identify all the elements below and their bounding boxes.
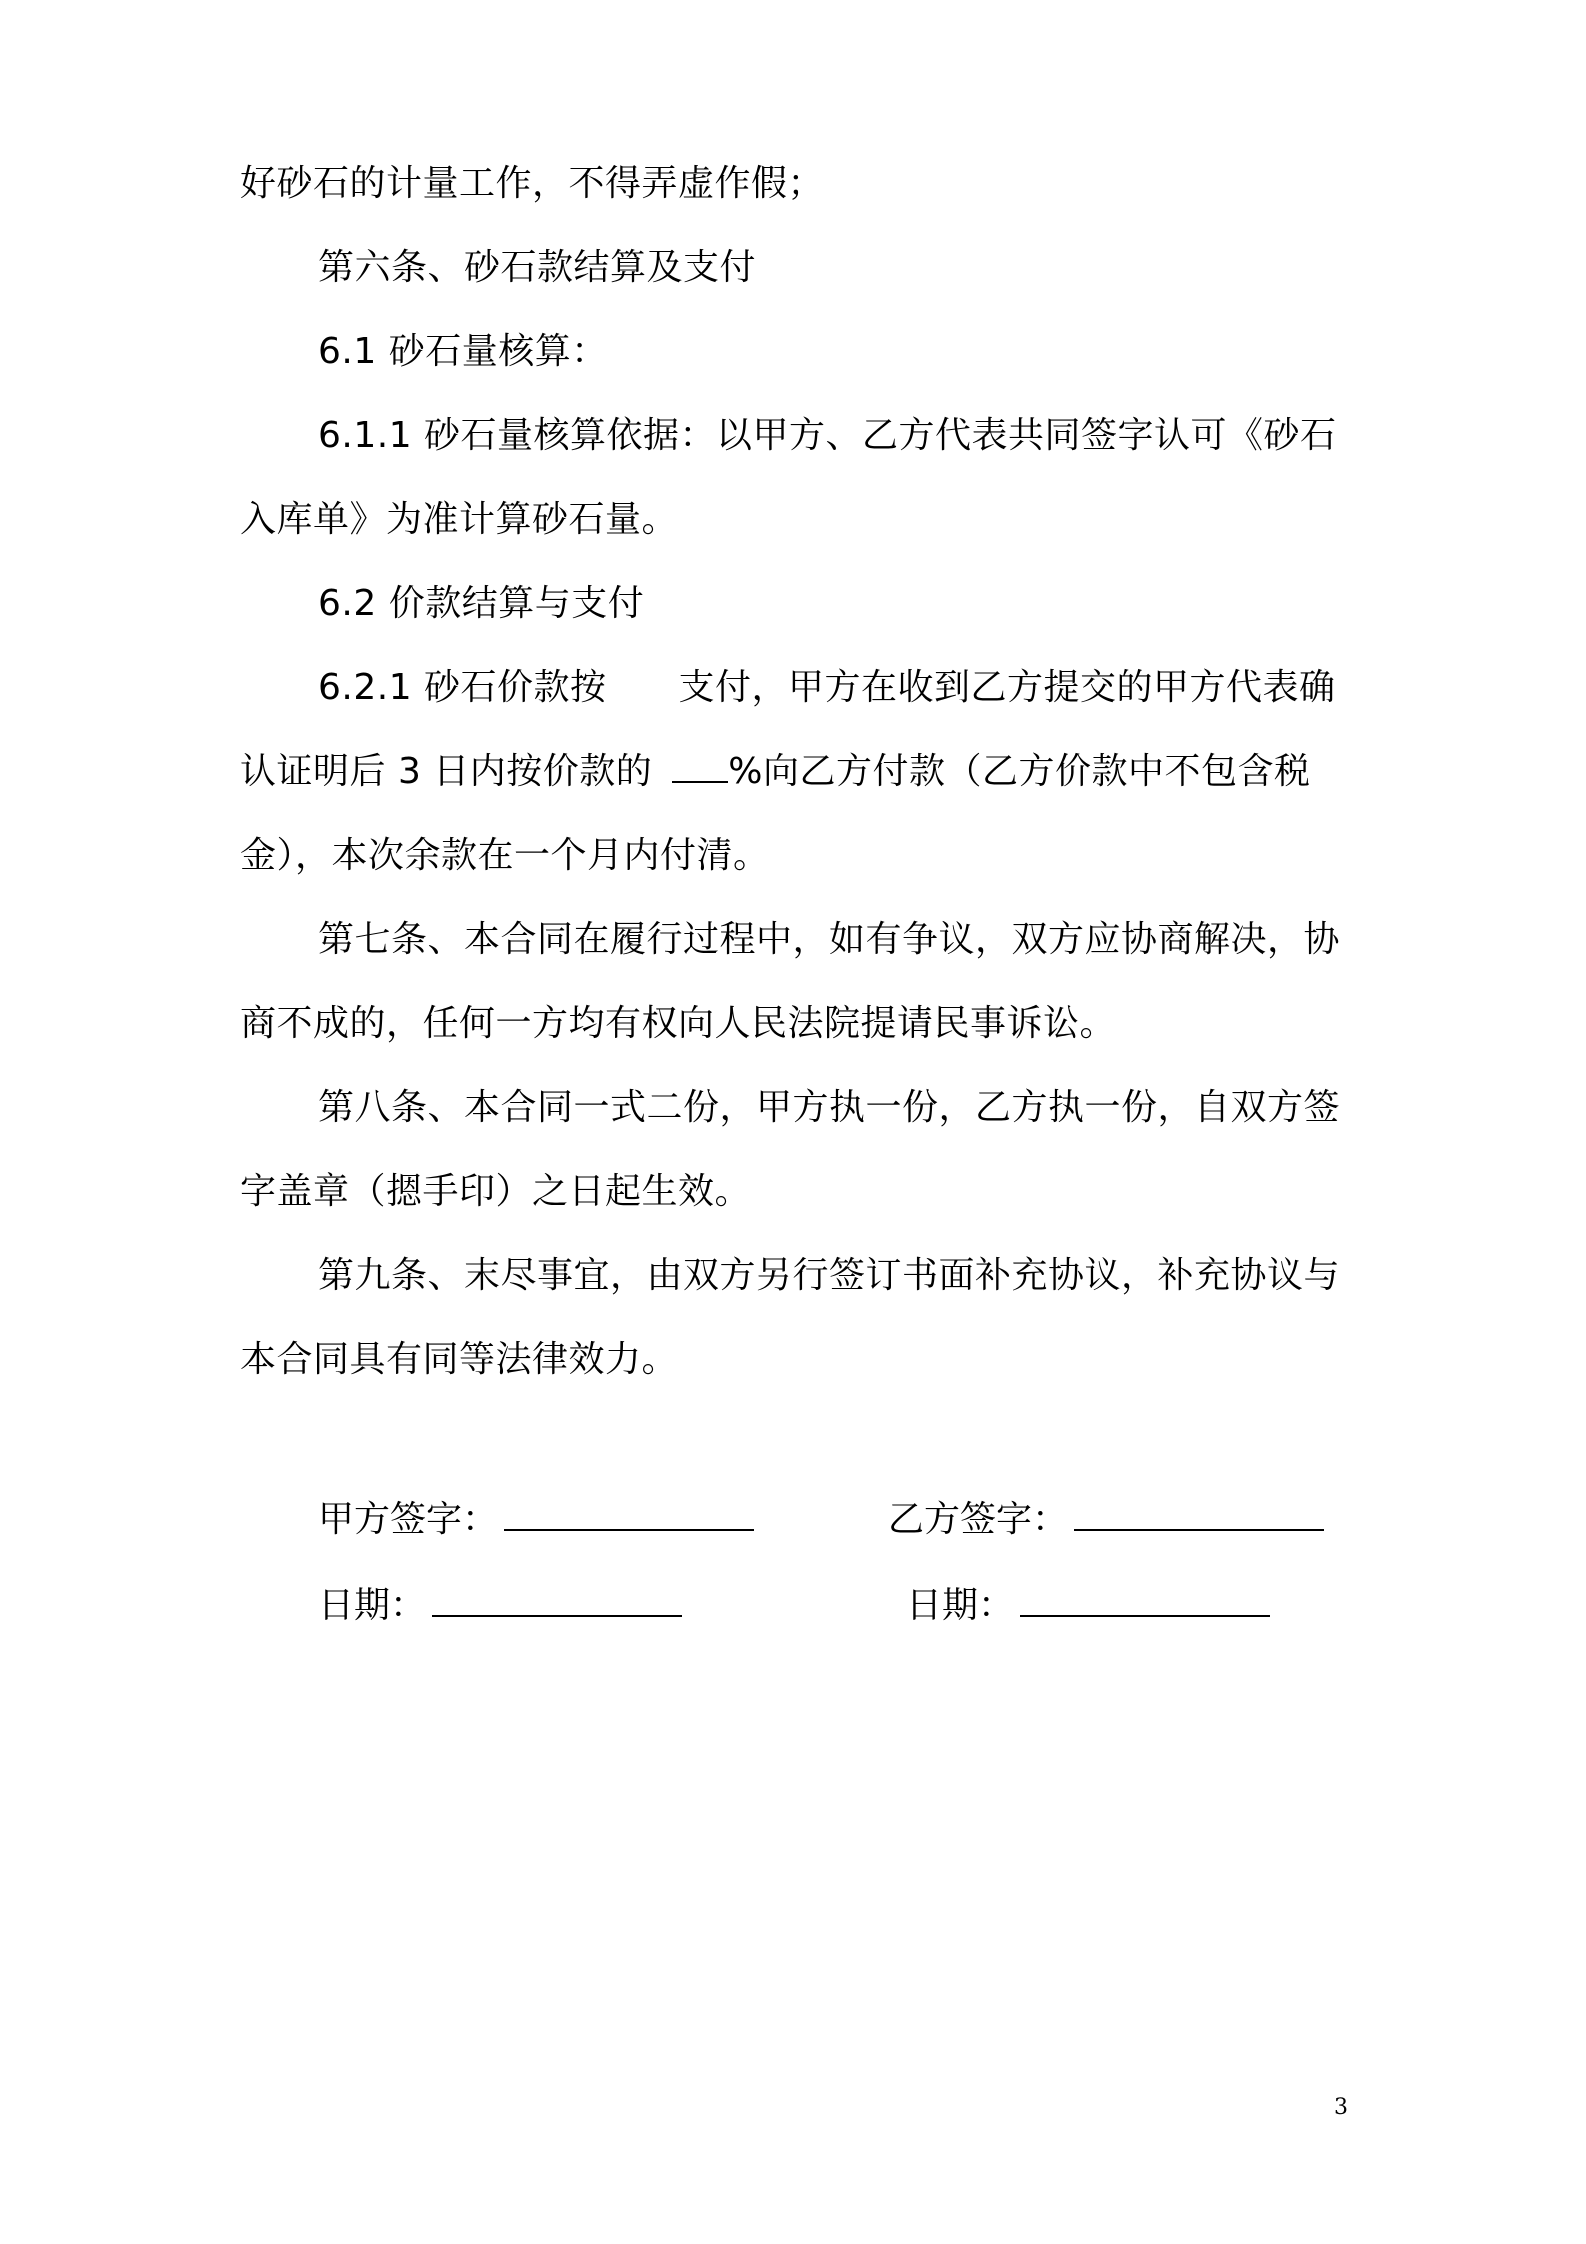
article-nine-line-1: 第九条、末尽事宜，由双方另行签订书面补充协议，补充协议与 bbox=[318, 1255, 1341, 1296]
party-a-sign-line bbox=[504, 1499, 754, 1531]
paragraph-line: 好砂石的计量工作，不得弄虚作假； bbox=[240, 163, 825, 204]
percentage-blank bbox=[672, 751, 728, 783]
party-b-signature bbox=[888, 1498, 1324, 1542]
clause-6-2-1-line-3: 金），本次余款在一个月内付清。 bbox=[240, 835, 770, 876]
page-number: 3 bbox=[1334, 2095, 1348, 2120]
party-b-sign-line bbox=[1074, 1499, 1324, 1531]
article-nine-line-2: 本合同具有同等法律效力。 bbox=[240, 1339, 679, 1380]
party-a-date-line bbox=[432, 1585, 682, 1617]
article-eight-line-1: 第八条、本合同一式二份，甲方执一份，乙方执一份，自双方签 bbox=[318, 1087, 1341, 1128]
paragraph-line: 入库单》为准计算砂石量。 bbox=[240, 499, 679, 540]
party-a-sign-label: 甲方签字： bbox=[318, 1499, 499, 1540]
article-eight-line-2: 字盖章（摁手印）之日起生效。 bbox=[240, 1171, 752, 1212]
party-b-date-line bbox=[1020, 1585, 1270, 1617]
article-seven-line-2: 商不成的，任何一方均有权向人民法院提请民事诉讼。 bbox=[240, 1003, 1117, 1044]
clause-6-2-1-line-1 bbox=[318, 666, 1336, 710]
article-six-heading: 第六条、砂石款结算及支付 bbox=[318, 247, 757, 288]
section-6-2-heading: 6.2 价款结算与支付 bbox=[318, 583, 645, 624]
paragraph-line: 6.1.1 砂石量核算依据：以甲方、乙方代表共同签字认可《砂石 bbox=[318, 415, 1337, 456]
clause-6-2-1-line-2 bbox=[240, 750, 1311, 794]
party-b-date bbox=[906, 1584, 1270, 1628]
article-seven-line-1: 第七条、本合同在履行过程中，如有争议，双方应协商解决，协 bbox=[318, 919, 1341, 960]
party-b-date-label: 日期： bbox=[906, 1585, 1015, 1626]
section-6-1-heading: 6.1 砂石量核算： bbox=[318, 331, 608, 372]
party-a-signature bbox=[318, 1498, 754, 1542]
party-a-date bbox=[318, 1584, 682, 1628]
clause-text: 认证明后 3 日内按价款的 bbox=[240, 751, 653, 792]
party-a-date-label: 日期： bbox=[318, 1585, 427, 1626]
clause-text: %向乙方付款（乙方价款中不包含税 bbox=[728, 751, 1311, 792]
clause-text: 支付，甲方在收到乙方提交的甲方代表确 bbox=[678, 667, 1336, 708]
party-b-sign-label: 乙方签字： bbox=[888, 1499, 1069, 1540]
clause-text: 6.2.1 砂石价款按 bbox=[318, 667, 607, 708]
payment-method-blank bbox=[607, 669, 679, 699]
